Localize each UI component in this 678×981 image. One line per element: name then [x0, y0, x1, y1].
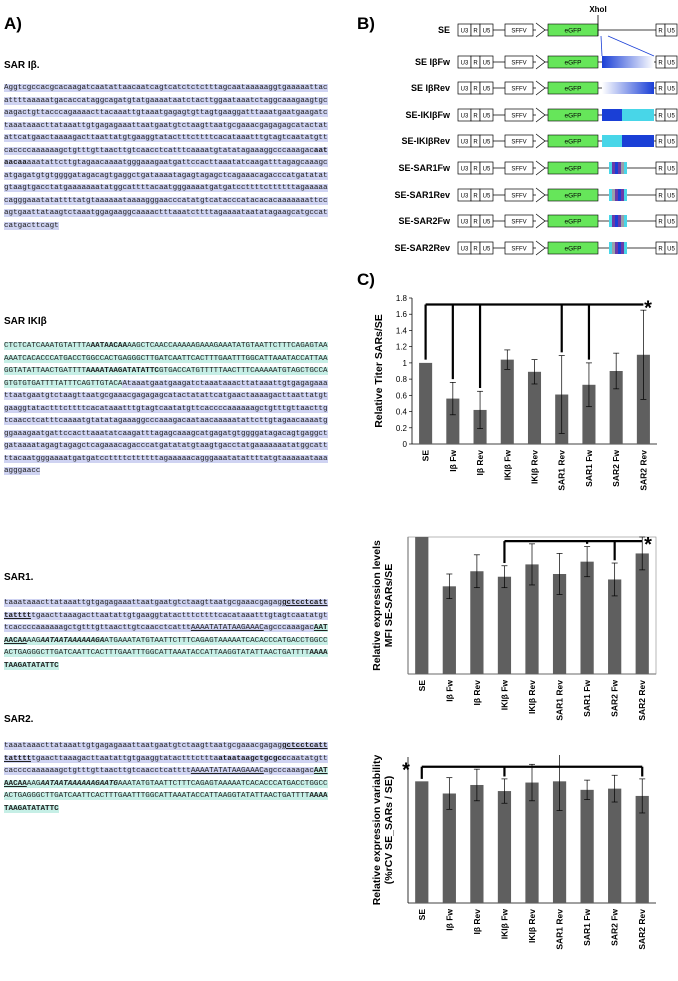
insert-segment: [624, 189, 627, 201]
insert-segment: [624, 242, 627, 254]
construct-row: [398, 214, 677, 228]
construct-name: SE-SAR1Rev: [394, 190, 450, 200]
ltr-label: U5: [482, 60, 491, 67]
insert-segment: [621, 242, 624, 254]
y-axis-label: Relative expression levels: [371, 540, 383, 671]
y-tick-label: 1.2: [395, 342, 407, 352]
sequence-segment: AAAATATATAAGAAAC: [190, 624, 264, 632]
y-tick-label: 0.2: [395, 423, 407, 433]
sequence-segment: taaataaacttataaattgtgagagaaattaatgaatgtctaagttaatgcgaaacgagag: [4, 742, 282, 750]
ltr-label: R: [658, 246, 663, 253]
sequence-sar2: [4, 740, 330, 815]
insert-segment: [622, 109, 654, 121]
sequence-segment: AAAATATATAAGAAAC: [190, 767, 264, 775]
insert-segment: [615, 189, 618, 201]
construct-row: [415, 55, 677, 69]
construct-name: SE-SAR2Rev: [394, 243, 450, 253]
promoter-label: SFFV: [511, 219, 527, 226]
egfp-label: eGFP: [564, 218, 582, 226]
egfp-label: eGFP: [564, 112, 582, 120]
sequence-sar-ib: [4, 82, 330, 232]
x-tick-label: Iβ Rev: [475, 450, 486, 476]
x-tick-label: SAR1 Rev: [554, 909, 565, 950]
ltr-label: U5: [667, 166, 675, 173]
egfp-label: eGFP: [564, 245, 582, 253]
insert-segment: [609, 242, 612, 254]
promoter-arrow-icon: [536, 161, 545, 175]
promoter-label: SFFV: [511, 193, 527, 200]
ltr-label: R: [473, 166, 478, 173]
ltr-label: U3: [460, 28, 469, 35]
insert-segment: [602, 135, 622, 147]
insert-segment: [618, 242, 621, 254]
bar: [419, 363, 432, 444]
x-tick-label: SAR2 Rev: [638, 450, 649, 491]
ltr-label: U5: [667, 219, 675, 226]
sequence-segment: AAAATAAGATATATTC: [86, 367, 159, 375]
x-tick-label: IKIβ Rev: [529, 450, 540, 485]
x-tick-label: IKIβ Fw: [502, 450, 513, 481]
insert-segment: [622, 135, 654, 147]
ltr-label: U5: [482, 246, 491, 253]
construct-row: [411, 81, 677, 95]
x-tick-label: SAR1 Rev: [554, 680, 565, 721]
promoter-arrow-icon: [536, 214, 545, 228]
sequence-segment: GTGACCATGTTTTTAACTTTCAAAAATGTAGCTGCCAGTGTGTGATTTTATTTCAGTTGTACA: [4, 367, 328, 388]
ltr-label: U3: [460, 113, 469, 120]
sequence-segment: AAAATAAGATATATTC: [4, 649, 328, 670]
insert-segment: [621, 215, 624, 227]
panel-c-label: C): [357, 270, 375, 289]
x-tick-label: SAR1 Fw: [582, 909, 593, 946]
promoter-arrow-icon: [536, 241, 545, 255]
y-axis-label: (%rCV SE_SARs / SE): [383, 775, 395, 885]
bar: [498, 791, 511, 903]
ltr-label: R: [473, 246, 478, 253]
x-tick-label: SE: [416, 680, 427, 692]
construct-name: SE-SAR2Fw: [398, 216, 450, 226]
egfp-label: eGFP: [564, 138, 582, 146]
ltr-label: R: [658, 219, 663, 226]
insert-segment: [609, 189, 612, 201]
sequence-segment: tgaacttaaagacttaatattgtgaaggtatactttcttttcacataaatttgtagtcaatatgttcaccccaaaaaagctgtttgttaacttgtcaacctcattt: [4, 611, 328, 632]
significance-star: *: [644, 535, 652, 557]
ltr-label: U5: [667, 113, 675, 120]
ltr-label: U5: [482, 113, 491, 120]
bar: [443, 794, 456, 904]
sequence-segment: AATAATAAAAAAGAATG: [40, 779, 118, 788]
ltr-label: U5: [667, 246, 675, 253]
sequence-segment: caatatgttcaccccaaaaaagctgtttgttaacttgtcaacctcatttt: [4, 754, 328, 775]
sequence-segment: gctcctcatttatttt: [4, 742, 328, 763]
x-tick-label: Iβ Fw: [444, 909, 455, 931]
insert-sar-ib: [602, 56, 654, 68]
insert-segment: [615, 242, 618, 254]
insert-segment: [612, 242, 615, 254]
egfp-label: eGFP: [564, 165, 582, 173]
bar: [470, 785, 483, 903]
sequence-segment: AATAACAA: [90, 342, 128, 350]
y-axis-label: Relative expression variability: [371, 755, 383, 906]
ltr-label: U5: [482, 166, 491, 173]
ltr-label: R: [473, 113, 478, 120]
insert-segment: [615, 162, 618, 174]
ltr-label: U5: [482, 219, 491, 226]
bar: [415, 781, 428, 903]
ltr-label: U5: [667, 86, 675, 93]
zoom-line: [601, 36, 602, 56]
insert-segment: [612, 162, 615, 174]
insert-segment: [612, 215, 615, 227]
panel-b-label: B): [357, 14, 375, 33]
x-tick-label: Iβ Rev: [471, 680, 482, 706]
sequence-segment: Aggtcgccacgcacaagatcaatattaacaatcagtcatctctctttagcaataaaaaggtgaaaaattacattttaaaaatgacaccataggcagatgtatgaaaataatctacttggaataaatctaggcaaagaagtgcaagactgttacccagaaaacttacaaattgtaaatgagagtgttagtgaaggatttaaatgaatgaagatctaaataaacttataaattgtgagagaaattaatgaatgtctaagttaatgcgaaacgagagagcatactatattcatgaactaaaagacttaattatgtgaaggtatactttcttttcacataaatttgtagtcaatatgttcaccccaaaaaagctgtttgttaacttgtcaacctcatttcaaaatgtatatagaaaggcccaaagac: [4, 84, 328, 155]
ltr-label: R: [473, 219, 478, 226]
ltr-label: U5: [482, 28, 491, 35]
x-tick-label: IKIβ Rev: [527, 909, 537, 944]
promoter-label: SFFV: [511, 166, 527, 173]
insert-segment: [624, 162, 627, 174]
x-tick-label: SAR2 Fw: [609, 909, 620, 946]
ltr-label: R: [473, 60, 478, 67]
promoter-label: SFFV: [511, 246, 527, 253]
insert-segment: [609, 215, 612, 227]
y-tick-label: 0: [402, 440, 407, 449]
insert-segment: [618, 189, 621, 201]
ltr-label: U3: [460, 60, 469, 67]
ltr-label: U3: [460, 86, 469, 93]
ltr-label: U3: [460, 219, 469, 226]
construct-name: SE-IKIβFw: [405, 110, 450, 120]
x-tick-label: SAR2 Fw: [609, 680, 620, 717]
ltr-label: R: [473, 139, 478, 146]
x-tick-label: SE: [416, 909, 427, 921]
ltr-label: R: [658, 139, 663, 146]
bar: [608, 789, 621, 903]
seq-title-sar1: SAR1.: [4, 572, 34, 583]
sequence-segment: AATAACAA: [4, 624, 328, 645]
bar: [636, 553, 649, 674]
y-tick-label: 1.8: [395, 294, 407, 303]
sequence-segment: taaataaacttataaattgtgagagaaattaatgaatgtctaagttaatgcgaaacgagag: [4, 599, 282, 607]
ltr-label: U5: [667, 193, 675, 200]
construct-row: [406, 108, 678, 122]
sequence-segment: AAATATGTAATTCTTTCAGAGTAAAAATCACACCCATGACCTGGCCACTGAGGGCTTGATCAATTCACTTTGAATTTGGCATTAAATACCATTAAGGTATATTAACTGATTTT: [4, 779, 328, 800]
insert-sar-ib: [602, 82, 654, 94]
y-tick-label: 1.4: [395, 326, 407, 336]
ltr-label: U3: [460, 246, 469, 253]
bar: [580, 562, 593, 674]
bar: [443, 586, 456, 674]
sequence-segment: AATAATAAAAAAGA: [40, 636, 105, 645]
chart-rcv: [362, 755, 678, 981]
construct-row: [438, 23, 677, 37]
promoter-label: SFFV: [511, 60, 527, 67]
x-tick-label: SAR1 Rev: [556, 450, 567, 491]
x-tick-label: SAR2 Fw: [611, 450, 622, 487]
insert-segment: [618, 215, 621, 227]
ltr-label: U5: [482, 86, 491, 93]
seq-title-sar-ib: SAR Iβ.: [4, 60, 40, 71]
sequence-segment: Ataaatgaatgaagatctaaataaacttataaattgtgagagaaattaatgaatgtctaagttaatgcgaaacgagagagcatactatattcatgaactaaaagacttaattatgtgaaggtatactttcttttcacataaatttgtagtcaatatgttcaccccaaaaaagctgtttgttaacttgtcaacctcatttcaaaatgtatatagaaaggcccaaagacaataacaaaaatattcttgtagaacaaaatgggaaagaatgattccacttaaatatcaagatttagagcaaagcatgagatgtggggatagacagtgaggctgataaaatagagtagagctcagaaacagacccatgatatatgtaagtgacctatgaaaaaaatatggcattttacaatgggaaaatgatgatccttttcttttttagaaaaacagggaaatatattttatgtaaaaaataaaagggaacc: [4, 379, 328, 475]
construct-name: SE-SAR1Fw: [398, 163, 450, 173]
x-tick-label: Iβ Rev: [471, 909, 482, 935]
construct-row: [401, 134, 677, 148]
xhoi-label: XhoI: [589, 5, 607, 14]
x-tick-label: SAR2 Rev: [637, 909, 648, 950]
sequence-segment: tgaacttaaagacttaatattgtgaaggtatactttcttta: [31, 754, 219, 763]
ltr-label: R: [658, 60, 663, 67]
y-axis-label: MFI SE-SARs/SE: [383, 563, 395, 648]
sequence-segment: AAAATAAGATATATTC: [4, 792, 328, 813]
significance-star: *: [644, 297, 652, 320]
sequence-segment: AATAACAA: [4, 767, 328, 788]
panel-a-label: A): [4, 14, 22, 33]
bar: [501, 360, 514, 444]
y-tick-label: 0.6: [395, 391, 407, 401]
x-tick-label: SAR1 Fw: [583, 450, 594, 487]
insert-segment: [621, 162, 624, 174]
bar: [498, 577, 511, 674]
sequence-segment: AAGCTCAACCAAAAAGAAAGAAATATGTAATTCTTTCAGAGTAAAAATCACACCCATGACCTGGCCACTGAGGGCTTGATCAATTCACTTTGAATTTGGCATTAAATACCATTAAGGTATATTAACTGATTTT: [4, 342, 328, 375]
chart-titer: [362, 290, 678, 505]
bar: [415, 537, 428, 674]
sequence-sar-ikib: [4, 340, 330, 478]
x-tick-label: SE: [420, 450, 431, 462]
egfp-label: eGFP: [564, 59, 582, 67]
y-tick-label: 1: [402, 358, 407, 368]
construct-row: [394, 188, 677, 202]
ltr-label: R: [473, 193, 478, 200]
promoter-label: SFFV: [511, 113, 527, 120]
insert-segment: [621, 189, 624, 201]
promoter-arrow-icon: [536, 81, 545, 95]
x-tick-label: IKIβ Fw: [499, 680, 510, 711]
construct-name: SE IβFw: [415, 57, 450, 67]
x-tick-label: SAR2 Rev: [637, 680, 648, 721]
significance-star: *: [402, 759, 410, 782]
ltr-label: R: [658, 113, 663, 120]
promoter-label: SFFV: [511, 139, 527, 146]
chart-mfi: [362, 535, 678, 735]
egfp-label: eGFP: [564, 27, 582, 35]
ltr-label: U5: [667, 139, 675, 146]
ltr-label: U5: [667, 60, 675, 67]
construct-name: SE: [437, 25, 450, 35]
ltr-label: U5: [667, 28, 675, 35]
sequence-segment: agcccaaagac: [263, 624, 314, 632]
promoter-arrow-icon: [536, 23, 545, 37]
insert-segment: [624, 215, 627, 227]
ltr-label: U3: [460, 193, 469, 200]
sequence-segment: ataataagctgcgcc: [218, 754, 287, 763]
construct-row: [394, 241, 677, 255]
insert-segment: [612, 189, 615, 201]
ltr-label: R: [658, 28, 663, 35]
sequence-segment: aataacaa: [4, 146, 328, 167]
y-tick-label: 1.6: [395, 310, 407, 320]
ltr-label: U5: [482, 139, 491, 146]
y-axis-label: Relative Titer SARs/SE: [373, 314, 385, 428]
sequence-segment: gctcctcatttatttt: [4, 599, 328, 620]
insert-segment: [602, 109, 622, 121]
sequence-segment: ATGAAATATGTAATTCTTTCAGAGTAAAAATCACACCCATGACCTGGCCACTGAGGGCTTGATCAATTCACTTTGAATTTGGCATTAAATACCATTAAGGTATATTAACTGATTTT: [4, 636, 328, 657]
promoter-label: SFFV: [511, 28, 527, 35]
promoter-arrow-icon: [536, 134, 545, 148]
ltr-label: R: [658, 193, 663, 200]
bar: [580, 790, 593, 903]
seq-title-sar2: SAR2.: [4, 714, 34, 725]
seq-title-sar-ikib: SAR IKIβ: [4, 316, 47, 327]
x-tick-label: Iβ Fw: [447, 450, 458, 472]
x-tick-label: IKIβ Fw: [499, 909, 510, 940]
ltr-label: R: [473, 28, 478, 35]
egfp-label: eGFP: [564, 85, 582, 93]
sequence-sar1: [4, 597, 330, 672]
construct-diagram: [340, 0, 678, 270]
x-tick-label: SAR1 Fw: [582, 680, 593, 717]
promoter-arrow-icon: [536, 188, 545, 202]
egfp-label: eGFP: [564, 192, 582, 200]
insert-segment: [609, 162, 612, 174]
ltr-label: R: [473, 86, 478, 93]
insert-segment: [618, 162, 621, 174]
ltr-label: U3: [460, 139, 469, 146]
ltr-label: U3: [460, 166, 469, 173]
construct-row: [398, 161, 677, 175]
x-tick-label: IKIβ Rev: [527, 680, 537, 715]
x-tick-label: Iβ Fw: [444, 680, 455, 702]
sequence-segment: aaatattcttgtagaacaaaatgggaaagaatgattccacttaaatatcaagatttagagcaaagcatgagatgtgtggggatagacagtgaggctgataaaatagagtagagctcagaaacagacccatgatatatgtaagtgacctatgaaaaaaatatggcattttacaatgggaaaatgatgatccttttcttttttagaaaaacagggaaatatattttatgtaaaaaataaaagggaacccatatgtcatacccatacacacaaaaaaattccagtgaattataagtctaaatggagaaggcaaaactttaaatcttttagaaaataatatagaagcatgccatcatgacttcagt: [4, 159, 328, 230]
promoter-label: SFFV: [511, 86, 527, 93]
ltr-label: R: [658, 166, 663, 173]
y-tick-label: 0.4: [395, 407, 407, 417]
insert-segment: [615, 215, 618, 227]
ltr-label: U5: [482, 193, 491, 200]
ltr-label: R: [658, 86, 663, 93]
construct-name: SE IβRev: [410, 83, 450, 93]
y-tick-label: 0.8: [395, 375, 407, 385]
zoom-line: [608, 36, 654, 56]
sequence-segment: AAG: [26, 636, 41, 645]
construct-name: SE-IKIβRev: [401, 136, 450, 146]
sequence-segment: agcccaaagac: [263, 767, 314, 775]
promoter-arrow-icon: [536, 108, 545, 122]
promoter-arrow-icon: [536, 55, 545, 69]
sequence-segment: AAG: [26, 779, 41, 788]
sequence-segment: CTCTCATCAAATGTATTTA: [4, 342, 91, 350]
